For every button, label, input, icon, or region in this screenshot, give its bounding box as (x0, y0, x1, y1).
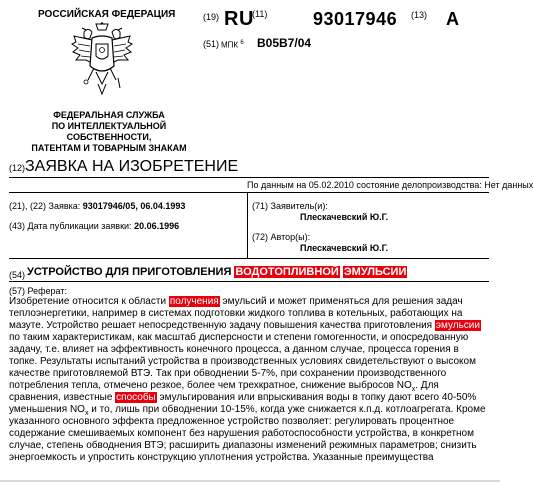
country-code: RU (224, 8, 254, 30)
agency-line: ФЕДЕРАЛЬНАЯ СЛУЖБА (53, 110, 165, 120)
abstract-line: теплоэнергетики, например в системах подготовки жидкого топлива в котельных, работающих на (9, 308, 463, 319)
column-divider (247, 192, 248, 258)
field-code-19: (19) (203, 12, 220, 22)
applicant-name: Плескачевский Ю.Г. (300, 212, 389, 222)
abstract-line: уменьшения $NO_x$ и то, лишь при обводнении 10-15%, когда уже снижается к.п.д. котлоагрегата. Кроме (9, 404, 486, 417)
agency-line: ПО ИНТЕЛЛЕКТУАЛЬНОЙ СОБСТВЕННОСТИ, (51, 121, 167, 142)
search-highlight: ЭМУЛЬСИИ (343, 266, 407, 278)
publication-date: 20.06.1996 (134, 221, 180, 231)
abstract-line: энергоемкость и упростить конструкцию уплотнения устройства. Указанные преимущества (9, 452, 434, 463)
field-label: (21), (22) Заявка: (9, 201, 81, 211)
search-highlight: способы (116, 392, 156, 403)
search-highlight: эмульсии (435, 320, 480, 331)
country-name: РОССИЙСКАЯ ФЕДЕРАЦИЯ (38, 9, 176, 20)
search-highlight: ВОДОТОПЛИВНОЙ (235, 266, 339, 278)
abstract-line: по таким характеристикам, как масштаб дисперсности и степени гомогенности, и опосредованную (9, 332, 469, 343)
field-code-12: (12) (9, 163, 26, 173)
application-number-field (9, 201, 185, 211)
mpk-edition: 6 (240, 40, 244, 46)
abstract-line: сравнения, известные способы эмульгирования или впрыскивания воды в топку дают всего 40-50% (9, 392, 477, 403)
abstract-line: мазуте. Устройство решает непосредственную задачу повышения качества приготовления эмульсии (9, 320, 480, 331)
publication-date-field (9, 221, 179, 231)
application-title: ЗАЯВКА НА ИЗОБРЕТЕНИЕ (25, 158, 239, 175)
applicant-label: (71) Заявитель(и): (252, 201, 328, 211)
status-line: По данным на 05.02.2010 состояние делопроизводства: Нет данных (247, 180, 533, 190)
russian-coat-of-arms-icon (70, 22, 134, 100)
field-code-51: (51) (203, 39, 220, 49)
abstract-line: задачу, т.е. влияет на эффективность конечного процесса, а данном случае, процесса горения в (9, 344, 459, 355)
abstract-label: (57) Реферат: (9, 286, 67, 296)
author-label: (72) Автор(ы): (252, 232, 311, 242)
field-label: (43) Дата публикации заявки: (9, 221, 132, 231)
divider (9, 258, 489, 259)
author-name: Плескачевский Ю.Г. (300, 243, 389, 253)
abstract-line: потребления тепла, отмечено резкое, более чем трехкратное, снижение выбросов $NO_x$. Для (9, 380, 439, 393)
search-highlight: получения (169, 296, 219, 307)
divider (9, 281, 489, 282)
field-code-13: (13) (411, 10, 428, 20)
application-number: 93017946/05, 06.04.1993 (82, 201, 186, 211)
ipc-class: B05B7/04 (257, 36, 312, 50)
field-code-11: (11) (252, 9, 268, 19)
divider (9, 177, 489, 178)
document-kind: A (446, 9, 459, 29)
abstract-line: содержание смешиваемых компонент без нарушения работоспособности устройства, в конкретном (9, 428, 474, 439)
abstract-line: случае, степень обводнения ВТЭ; расширить диапазоны изменений режимных параметров; снизить (9, 440, 477, 451)
abstract-line: качестве приготовляемой ВТЭ. Так при обводнении 5-7%, при сохранении производственного (9, 368, 447, 379)
abstract-line: указанного основного эффекта предложенное устройство позволяет: регулировать процентное (9, 416, 455, 427)
agency-name (14, 110, 204, 154)
field-code-54: (54) (9, 270, 26, 280)
agency-line: ПАТЕНТАМ И ТОВАРНЫМ ЗНАКАМ (31, 143, 187, 153)
abstract-line: Изобретение относится к области получения эмульсий и может применяться для решения задач (9, 296, 463, 307)
mpk-label: МПК $^6$ (221, 40, 244, 50)
invention-title (27, 266, 407, 278)
document-number: 93017946 (313, 9, 398, 29)
invention-title-text: УСТРОЙСТВО ДЛЯ ПРИГОТОВЛЕНИЯ (27, 266, 232, 278)
divider (9, 192, 489, 193)
abstract-line: топке. Результаты испытаний устройства в производственных условиях свидетельствуют о высоком (9, 356, 476, 367)
